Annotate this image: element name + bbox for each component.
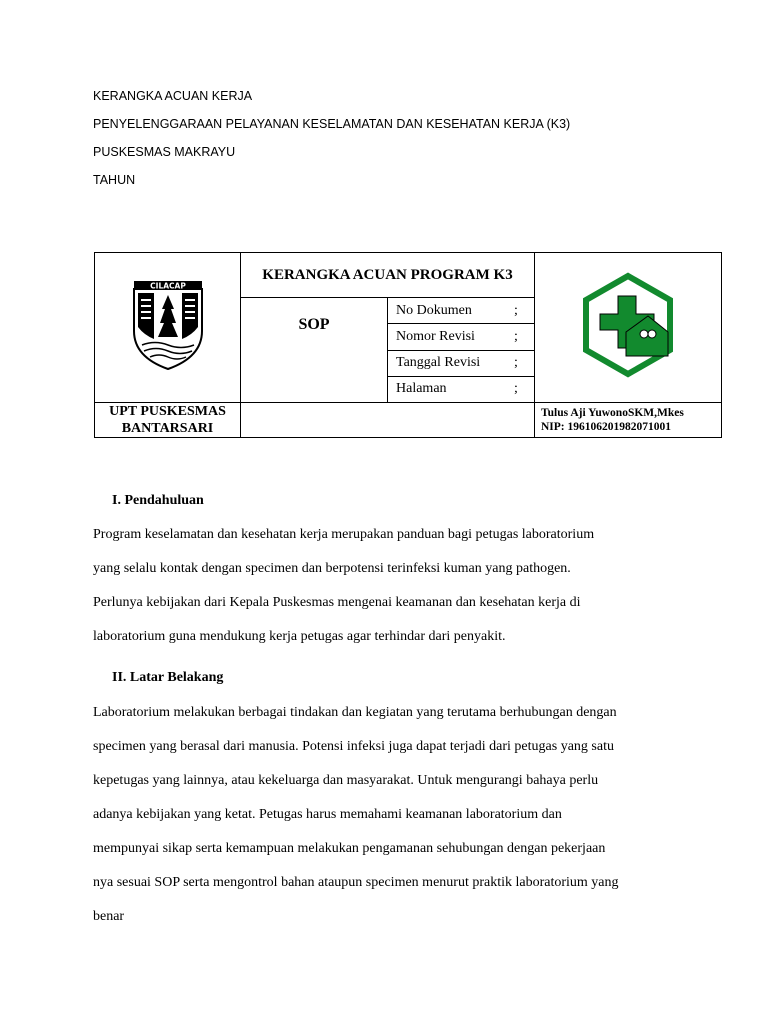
logo-label: CILACAP bbox=[149, 281, 186, 291]
cilacap-logo-cell bbox=[95, 253, 241, 403]
field-no-dokumen: No Dokumen ; bbox=[388, 298, 535, 324]
header-line-1: KERANGKA ACUAN KERJA bbox=[93, 89, 253, 103]
header-line-3: PUSKESMAS MAKRAYU bbox=[93, 145, 236, 159]
paragraph-line: yang selalu kontak dengan specimen dan berpotensi terinfeksi kuman yang pathogen. bbox=[93, 561, 571, 576]
paragraph-line: Laboratorium melakukan berbagai tindakan dan kegiatan yang terutama berhubungan dengan bbox=[93, 705, 617, 720]
paragraph-line: Program keselamatan dan kesehatan kerja merupakan panduan bagi petugas laboratorium bbox=[93, 527, 595, 542]
paragraph-line: adanya kebijakan yang ketat. Petugas harus memahami keamanan laboratorium dan bbox=[93, 807, 562, 822]
paragraph-line: benar bbox=[93, 909, 125, 924]
signatory bbox=[535, 402, 722, 437]
paragraph-line: nya sesuai SOP serta mengontrol bahan ataupun specimen menurut praktik laboratorium yang bbox=[93, 875, 619, 890]
field-halaman: Halaman ; bbox=[388, 376, 535, 402]
upt-name: UPT PUSKESMAS BANTARSARI bbox=[95, 402, 241, 437]
puskesmas-logo-cell bbox=[535, 253, 722, 403]
program-title: KERANGKA ACUAN PROGRAM K3 bbox=[241, 253, 535, 298]
section-body-pendahuluan bbox=[93, 518, 693, 654]
header-line-4: TAHUN bbox=[93, 173, 136, 187]
paragraph-line: Perlunya kebijakan dari Kepala Puskesmas mengenai keamanan dan kesehatan kerja di bbox=[93, 595, 581, 610]
section-body-latar-belakang bbox=[93, 696, 693, 934]
empty-cell bbox=[241, 402, 535, 437]
document-header bbox=[93, 86, 570, 198]
cilacap-crest-icon bbox=[130, 279, 206, 371]
section-title-latar-belakang: II. Latar Belakang bbox=[112, 670, 224, 685]
signatory-name: Tulus Aji YuwonoSKM,Mkes bbox=[541, 406, 684, 419]
sop-label: SOP bbox=[241, 298, 388, 403]
field-tanggal-revisi: Tanggal Revisi ; bbox=[388, 350, 535, 376]
signatory-nip: NIP: 196106201982071001 bbox=[541, 420, 672, 433]
section-title-pendahuluan: I. Pendahuluan bbox=[112, 493, 204, 508]
paragraph-line: specimen yang berasal dari manusia. Potensi infeksi juga dapat terjadi dari petugas yang satu bbox=[93, 739, 614, 754]
puskesmas-hexagon-icon bbox=[580, 272, 676, 378]
sop-header-table bbox=[94, 252, 722, 438]
paragraph-line: mempunyai sikap serta kemampuan melakukan pengamanan sehubungan dengan pekerjaan bbox=[93, 841, 606, 856]
field-nomor-revisi: Nomor Revisi ; bbox=[388, 324, 535, 350]
paragraph-line: laboratorium guna mendukung kerja petugas agar terhindar dari penyakit. bbox=[93, 629, 506, 644]
paragraph-line: kepetugas yang lainnya, atau kekeluarga dan masyarakat. Untuk mengurangi bahaya perlu bbox=[93, 773, 599, 788]
header-line-2: PENYELENGGARAAN PELAYANAN KESELAMATAN DAN KESEHATAN KERJA (K3) bbox=[93, 117, 571, 131]
